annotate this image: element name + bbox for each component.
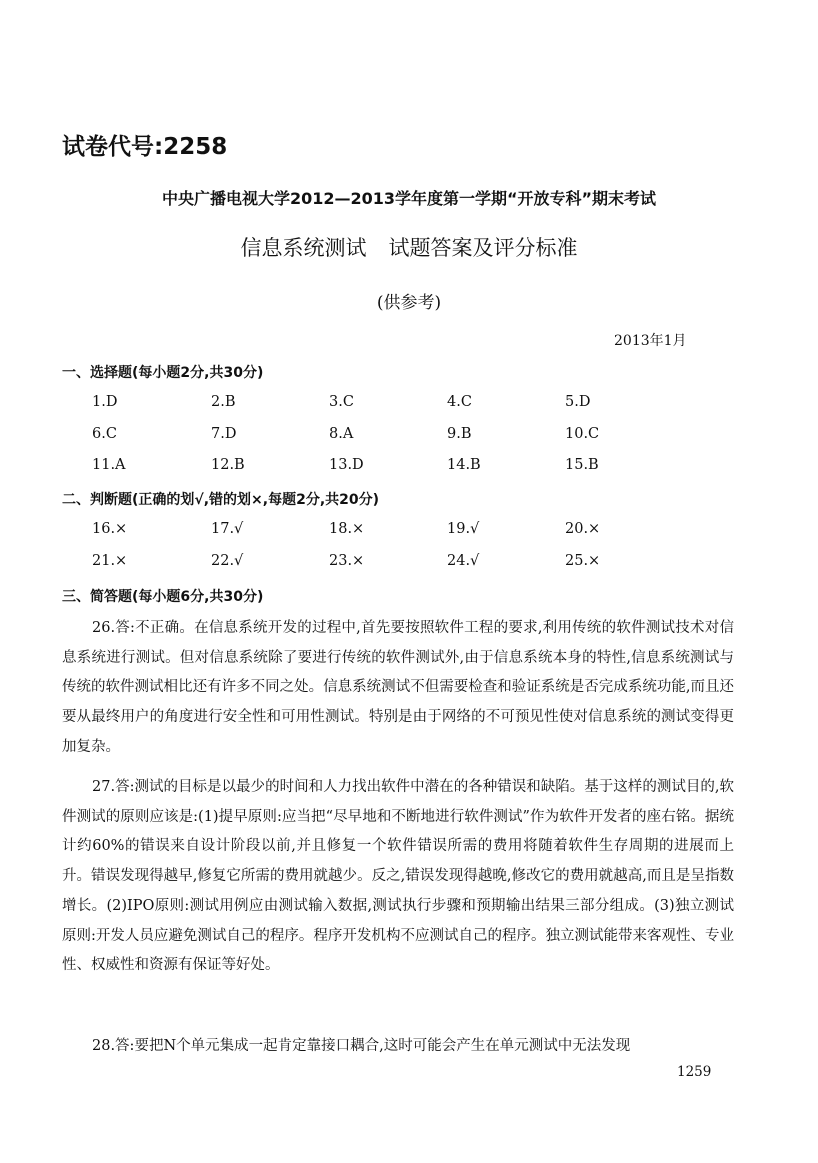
- answer-item: 10.C: [565, 425, 600, 442]
- title-doc-type: 试题答案及评分标准: [388, 236, 578, 260]
- answer-item: 22.√: [211, 552, 244, 569]
- answer-paragraph: 26.答:不正确。在信息系统开发的过程中,首先要按照软件工程的要求,利用传统的软件测试技术对信息系统进行测试。但对信息系统除了要进行传统的软件测试外,由于信息系统本身的特性,信息系统测试与传统的软件测试相比还有许多不同之处。信息系统测试不但需要检查和验证系统是否完成系统功能,而且还要从最终用户的角度进行安全性和可用性测试。特别是由于网络的不可预见性使对信息系统的测试变得更加复杂。: [62, 620, 734, 755]
- answer-item: 15.B: [565, 457, 599, 473]
- answer-paragraph: 28.答:要把N个单元集成一起肯定靠接口耦合,这时可能会产生在单元测试中无法发现: [92, 1038, 631, 1054]
- answer-item: 2.B: [211, 394, 236, 410]
- answer-item: 1.D: [92, 394, 118, 410]
- section2-heading: 二、判断题(正确的划√,错的划×,每题2分,共20分): [62, 492, 380, 508]
- exam-code: 试卷代号:2258: [62, 134, 228, 160]
- title-course: 信息系统测试: [240, 236, 367, 260]
- answer-item: 24.√: [447, 552, 480, 569]
- exam-header: 中央广播电视大学2012—2013学年度第一学期“开放专科”期末考试: [161, 189, 657, 208]
- answer-item: 14.B: [447, 457, 481, 473]
- page-number: 1259: [677, 1064, 712, 1080]
- section1-heading: 一、选择题(每小题2分,共30分): [62, 365, 264, 381]
- answer-item: 4.C: [447, 394, 472, 410]
- answer-item: 5.D: [565, 394, 591, 410]
- answer-item: 16.×: [92, 521, 128, 537]
- answer-paragraph: 27.答:测试的目标是以最少的时间和人力找出软件中潜在的各种错误和缺陷。基于这样的测试目的,软件测试的原则应该是:(1)提早原则:应当把“尽早地和不断地进行软件测试”作为软件开发者的座右铭。据统计约60%的错误来自设计阶段以前,并且修复一个软件错误所需的费用将随着软件生存周期的进展而上升。错误发现得越早,修复它所需的费用就越少。反之,错误发现得越晚,修改它的费用就越高,而且是呈指数增长。(2)IPO原则:测试用例应由测试输入数据,测试执行步骤和预期输出结果三部分组成。(3)独立测试原则:开发人员应避免测试自己的程序。程序开发机构不应测试自己的程序。独立测试能带来客观性、专业性、权威性和资源有保证等好处。: [62, 779, 734, 974]
- answer-item: 7.D: [211, 425, 237, 442]
- answer-item: 13.D: [329, 457, 364, 473]
- answer-item: 11.A: [92, 457, 126, 473]
- answer-item: 8.A: [329, 425, 354, 442]
- answer-item: 17.√: [211, 521, 244, 537]
- answer-item: 20.×: [565, 521, 601, 537]
- answer-item: 21.×: [92, 552, 128, 569]
- exam-date: 2013年1月: [614, 333, 687, 349]
- section3-heading: 三、简答题(每小题6分,共30分): [62, 589, 264, 605]
- answer-item: 6.C: [92, 425, 117, 442]
- answer-item: 9.B: [447, 425, 472, 442]
- document-title: [0, 232, 818, 262]
- answer-item: 18.×: [329, 521, 365, 537]
- answer-item: 25.×: [565, 552, 601, 569]
- answer-item: 3.C: [329, 394, 354, 410]
- answer-item: 23.×: [329, 552, 365, 569]
- answer-item: 12.B: [211, 457, 245, 473]
- subtitle: (供参考): [376, 293, 442, 313]
- answer-item: 19.√: [447, 521, 480, 537]
